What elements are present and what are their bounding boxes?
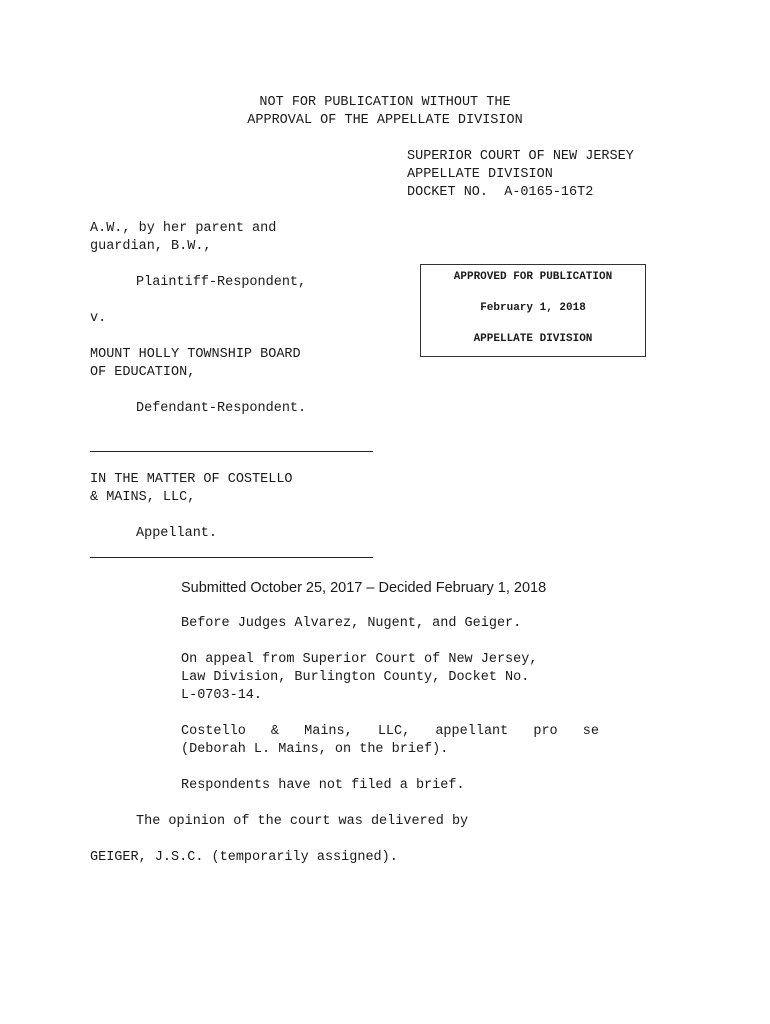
- opinion-delivery-line-2: GEIGER, J.S.C. (temporarily assigned).: [90, 850, 398, 865]
- plaintiff-role: Plaintiff-Respondent,: [136, 275, 307, 290]
- plaintiff-name-line-1: A.W., by her parent and: [90, 221, 277, 236]
- appellant-role: Appellant.: [136, 526, 218, 541]
- court-division: APPELLATE DIVISION: [407, 167, 553, 182]
- court-name: SUPERIOR COURT OF NEW JERSEY: [407, 149, 634, 164]
- appellant-name-line-1: IN THE MATTER OF COSTELLO: [90, 472, 293, 487]
- caption-divider-2: [90, 557, 373, 558]
- stamp-date: February 1, 2018: [480, 302, 586, 314]
- publication-notice-line-2: APPROVAL OF THE APPELLATE DIVISION: [247, 113, 523, 128]
- judges-panel: Before Judges Alvarez, Nugent, and Geiger.: [181, 616, 522, 631]
- counsel-line-2: (Deborah L. Mains, on the brief).: [181, 742, 449, 757]
- submitted-decided-dates: Submitted October 25, 2017 – Decided February 1, 2018: [181, 580, 547, 596]
- respondents-note: Respondents have not filed a brief.: [181, 778, 465, 793]
- publication-notice-line-1: NOT FOR PUBLICATION WITHOUT THE: [259, 95, 511, 110]
- appellant-name-line-2: & MAINS, LLC,: [90, 490, 196, 505]
- stamp-division: APPELLATE DIVISION: [473, 333, 593, 345]
- docket-number: DOCKET NO. A-0165-16T2: [407, 185, 594, 200]
- appeal-origin-line-2: Law Division, Burlington County, Docket No.: [181, 670, 530, 685]
- defendant-name-line-2: OF EDUCATION,: [90, 365, 196, 380]
- defendant-role: Defendant-Respondent.: [136, 401, 307, 416]
- plaintiff-name-line-2: guardian, B.W.,: [90, 239, 212, 254]
- appeal-origin-line-3: L-0703-14.: [181, 688, 263, 703]
- counsel-line-1: Costello & Mains, LLC, appellant pro se: [181, 724, 599, 739]
- caption-divider-1: [90, 451, 373, 452]
- appeal-origin-line-1: On appeal from Superior Court of New Jersey,: [181, 652, 538, 667]
- defendant-name-line-1: MOUNT HOLLY TOWNSHIP BOARD: [90, 347, 301, 362]
- opinion-delivery-line-1: The opinion of the court was delivered by: [136, 814, 469, 829]
- stamp-approved-line: APPROVED FOR PUBLICATION: [453, 271, 613, 283]
- versus: v.: [90, 311, 107, 326]
- approval-stamp: [420, 264, 646, 357]
